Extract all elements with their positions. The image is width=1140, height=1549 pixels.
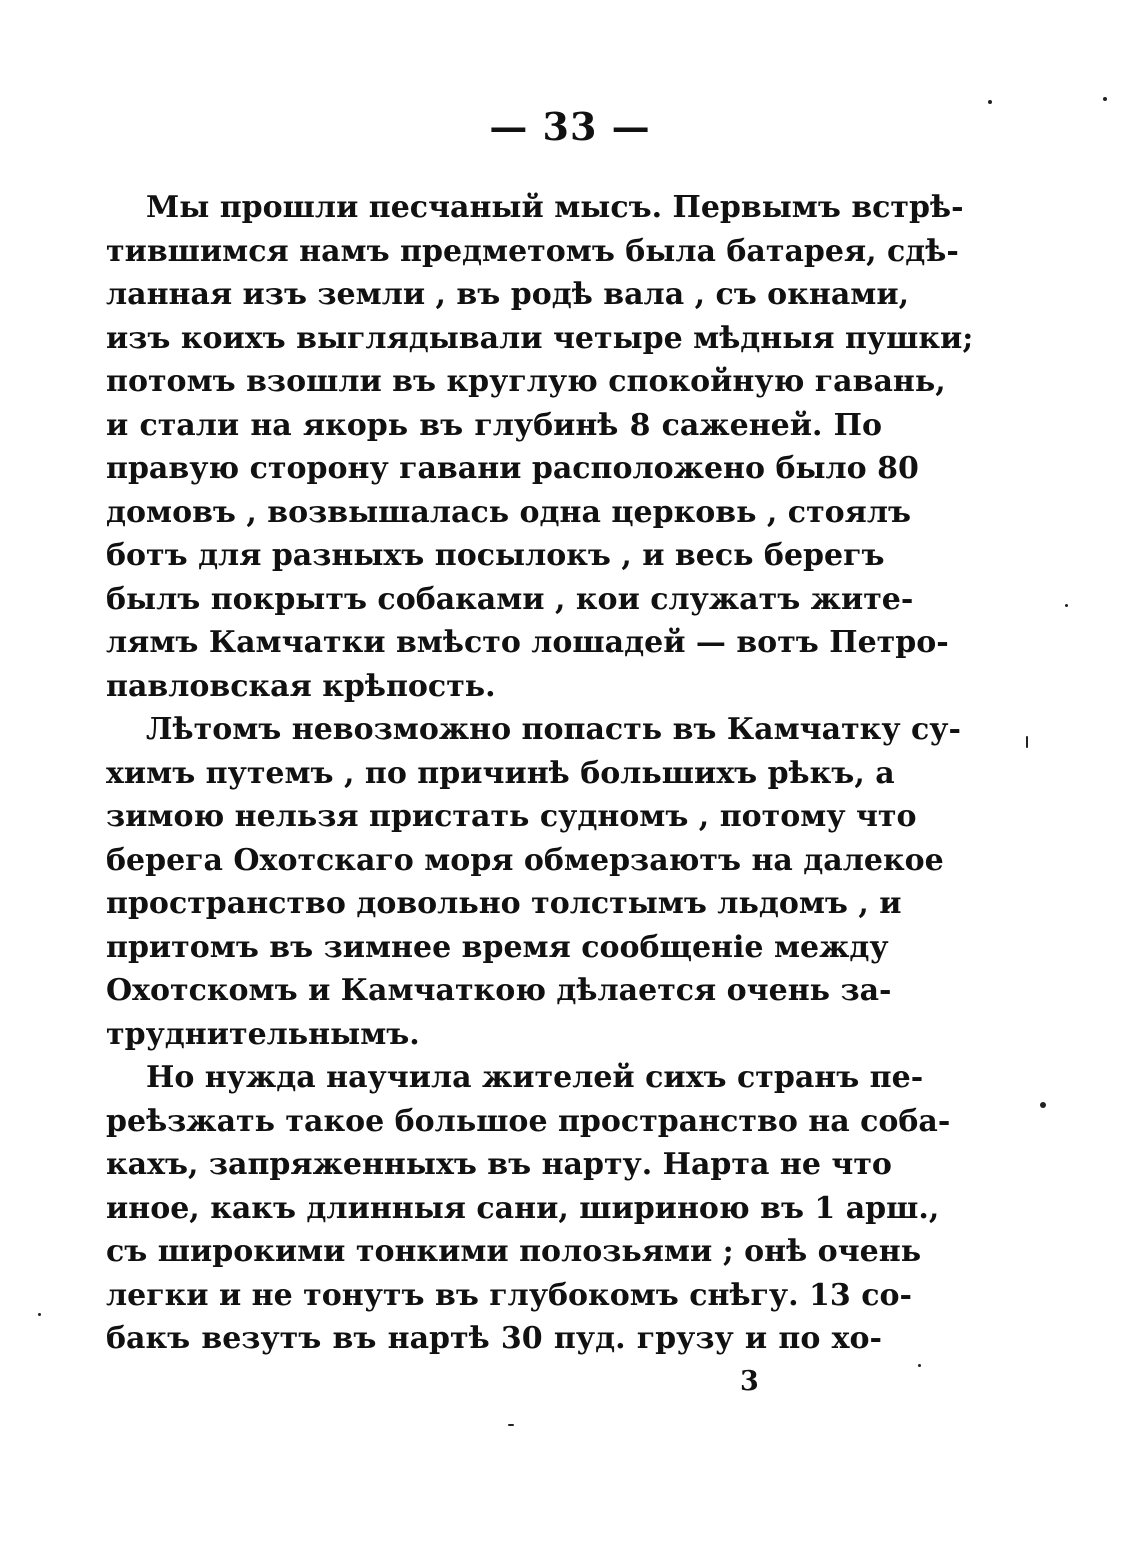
text-line: ботъ для разныхъ посылокъ , и весь берегъ — [106, 538, 885, 573]
text-line: потомъ взошли въ круглую спокойную гавань, — [106, 364, 946, 399]
paragraph-1 — [106, 186, 974, 708]
text-line: съ широкими тонкими полозьями ; онѣ очень — [106, 1234, 922, 1269]
text-line: Лѣтомъ невозможно попасть въ Камчатку су- — [146, 712, 961, 747]
page-number: — 33 — — [489, 104, 651, 149]
paragraph-2 — [106, 708, 961, 1056]
scan-speck — [1040, 1102, 1046, 1108]
scan-speck — [1026, 736, 1028, 748]
text-line: правую сторону гавани расположено было 80 — [106, 451, 919, 486]
text-line: притомъ въ зимнее время сообщеніе между — [106, 929, 889, 965]
signature-mark: 3 — [740, 1366, 759, 1397]
scan-speck — [38, 1313, 41, 1316]
text-line: легки и не тонутъ въ глубокомъ снѣгу. 13 со- — [106, 1277, 912, 1313]
paragraph-3 — [106, 1056, 951, 1361]
text-line: былъ покрытъ собаками , кои служатъ жите- — [106, 581, 914, 617]
text-line: лямъ Камчатки вмѣсто лошадей — вотъ Петро- — [106, 625, 949, 660]
text-line: Мы прошли песчаный мысъ. Первымъ встрѣ- — [146, 190, 964, 225]
text-line: иное, какъ длинныя сани, шириною въ 1 арш., — [106, 1190, 940, 1226]
text-line: ланная изъ земли , въ родѣ вала , съ окнами, — [106, 277, 910, 312]
text-line: домовъ , возвышалась одна церковь , стоялъ — [106, 494, 912, 530]
text-line: изъ коихъ выглядывали четыре мѣдныя пушки; — [106, 320, 974, 356]
text-line: пространство довольно толстымъ льдомъ , и — [106, 886, 902, 921]
scan-speck — [988, 100, 992, 104]
text-line: бакъ везутъ въ нартѣ 30 пуд. грузу и по хо- — [106, 1321, 882, 1356]
scan-speck — [918, 1364, 921, 1367]
text-line: Охотскомъ и Камчаткою дѣлается очень за- — [106, 973, 892, 1008]
scan-speck — [1103, 97, 1107, 101]
text-line: берега Охотскаго моря обмерзаютъ на далекое — [106, 842, 944, 878]
body-text — [106, 186, 974, 1361]
text-line: тившимся намъ предметомъ была батарея, сдѣ- — [106, 233, 959, 269]
text-line: труднительнымъ. — [106, 1016, 420, 1052]
text-line: павловская крѣпость. — [106, 668, 496, 704]
text-line: зимою нельзя пристать судномъ , потому что — [106, 799, 917, 834]
scan-speck — [1065, 604, 1068, 607]
text-line: реѣзжать такое большое пространство на соба- — [106, 1103, 951, 1139]
text-line: и стали на якорь въ глубинѣ 8 саженей. По — [106, 407, 882, 443]
text-line: кахъ, запряженныхъ въ нарту. Нарта не что — [106, 1147, 892, 1182]
text-line: химъ путемъ , по причинѣ большихъ рѣкъ, а — [106, 755, 895, 791]
text-line: Но нужда научила жителей сихъ странъ пе- — [146, 1060, 924, 1095]
scan-speck — [508, 1424, 514, 1426]
